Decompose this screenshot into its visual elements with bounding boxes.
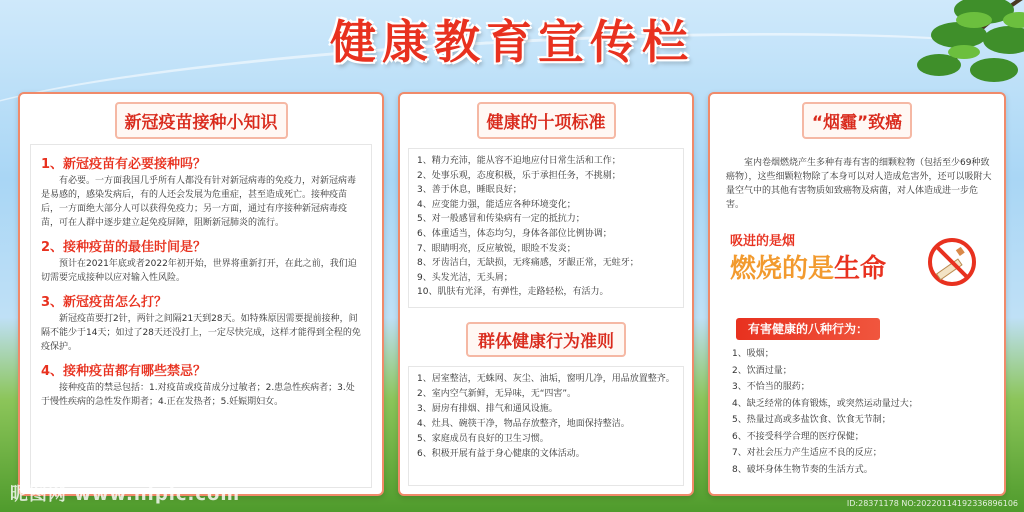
list-item: 5、对一般感冒和传染病有一定的抵抗力； [417, 214, 585, 225]
slogan-top [730, 230, 795, 249]
vaccine-heading: 新冠疫苗接种小知识 [115, 102, 288, 139]
list-item: 3、善于休息，睡眠良好； [417, 185, 522, 196]
list-item: 5、热量过高或多盐饮食、饮食无节制； [732, 415, 891, 425]
list-item: 4、灶具、碗筷干净，物品存放整齐，地面保持整洁。 [417, 419, 630, 429]
list-item: 7、对社会压力产生适应不良的反应； [732, 448, 882, 458]
vaccine-panel [18, 92, 384, 496]
list-item: 2、处事乐观，态度积极，乐于承担任务，不挑剔； [417, 170, 621, 181]
list-item: 1、精力充沛，能从容不迫地应付日常生活和工作； [417, 156, 621, 166]
group-list [417, 372, 675, 462]
vaccine-question-4: 4、接种疫苗都有哪些禁忌？ [41, 364, 207, 379]
standards-box [408, 148, 684, 308]
vaccine-question-2: 2、接种疫苗的最佳时间是？ [41, 240, 207, 255]
watermark-left: 昵图网 www.nipic.com [10, 484, 241, 505]
list-item: 10、肌肤有光泽，有弹性，走路轻松，有活力。 [417, 287, 609, 298]
vaccine-question-3: 3、新冠疫苗怎么打？ [41, 295, 168, 310]
slogan-main-text: 燃烧的是 [730, 254, 835, 284]
slogan-highlight-text: 生命 [834, 254, 887, 284]
list-item: 6、不接受科学合理的医疗保健； [732, 431, 864, 442]
group-heading: 群体健康行为准则 [466, 322, 626, 357]
slogan-main [730, 248, 886, 285]
standards-list [417, 154, 675, 300]
vaccine-answer-4: 接种疫苗的禁忌包括：1.对疫苗或疫苗成分过敏者；2.患急性疾病者；3.处于慢性疾病的急性发作期者；4.正在发热者；5.妊娠期妇女。 [41, 383, 355, 407]
list-item: 2、室内空气新鲜，无异味，无“四害”。 [417, 389, 577, 399]
page-title: 健康教育宣传栏 [330, 15, 694, 69]
behaviors-heading: 有害健康的八种行为： [736, 318, 880, 340]
vaccine-question-1: 1、新冠疫苗有必要接种吗？ [41, 157, 207, 172]
list-item: 5、家庭成员有良好的卫生习惯。 [417, 434, 549, 444]
standards-panel [398, 92, 694, 496]
list-item: 9、头发光洁，无头屑； [417, 272, 513, 283]
list-item: 1、居室整洁，无蛛网、灰尘、油垢，窗明几净，用品放置整齐。 [417, 374, 675, 384]
list-item: 7、眼睛明亮，反应敏锐，眼睑不发炎； [417, 243, 576, 254]
haze-panel [708, 92, 1006, 496]
list-item: 4、应变能力强，能适应各种环境变化； [417, 199, 576, 210]
list-item: 6、体重适当，体态均匀，身体各部位比例协调； [417, 228, 612, 239]
list-item: 8、破坏身体生物节奏的生活方式。 [732, 464, 873, 475]
list-item: 4、缺乏经常的体育锻炼，或突然运动量过大； [732, 398, 918, 409]
vaccine-answer-1: 有必要。一方面我国几乎所有人都没有针对新冠病毒的免疫力，对新冠病毒是易感的，感染发病后，有的人还会发展为危重症，甚至造成死亡。接种疫苗后，一方面绝大部分人可以获得免疫力；另一方面，通过有序接种新冠病毒疫苗，可在人群中逐步建立起免疫屏障，阻断新冠肺炎的流行。 [41, 176, 357, 228]
vaccine-content [30, 144, 372, 488]
slogan-top-text: 吸进的是烟 [730, 234, 796, 249]
haze-heading: “烟霾”致癌 [802, 102, 912, 139]
list-item: 6、积极开展有益于身心健康的文体活动。 [417, 449, 585, 459]
list-item: 1、吸烟； [732, 349, 774, 359]
behaviors-list [732, 346, 996, 478]
haze-intro: 室内卷烟燃烧产生多种有毒有害的细颗粒物（包括至少69种致癌物），这些细颗粒物除了本身可以对人造成危害外，还可以吸附大量空气中的其他有害物质如致癌物及病菌，对人体造成进一步危害。 [726, 158, 992, 210]
standards-heading: 健康的十项标准 [477, 102, 616, 139]
list-item: 2、饮酒过量； [732, 365, 792, 376]
vaccine-answer-2: 预计在2021年底或者2022年初开始，世界将重新打开，在此之前，我们迫切需要完成接种以应对输入性风险。 [41, 259, 357, 283]
list-item: 8、牙齿洁白，无缺损，无疼痛感，牙龈正常，无蛀牙； [417, 258, 639, 269]
list-item: 3、厨房有排烟、排气和通风设施。 [417, 404, 558, 414]
watermark-right: ID:28371178 NO:20220114192336896106 [846, 499, 1018, 508]
no-smoking-icon [926, 236, 978, 288]
vaccine-answer-3: 新冠疫苗要打2针，两针之间隔21天到28天。如特殊原因需要提前接种，间隔不能少于14天；如过了28天还没打上，一定尽快完成，这样才能得到全程的免疫保护。 [41, 314, 361, 352]
list-item: 3、不恰当的服药； [732, 382, 810, 392]
group-box [408, 366, 684, 486]
